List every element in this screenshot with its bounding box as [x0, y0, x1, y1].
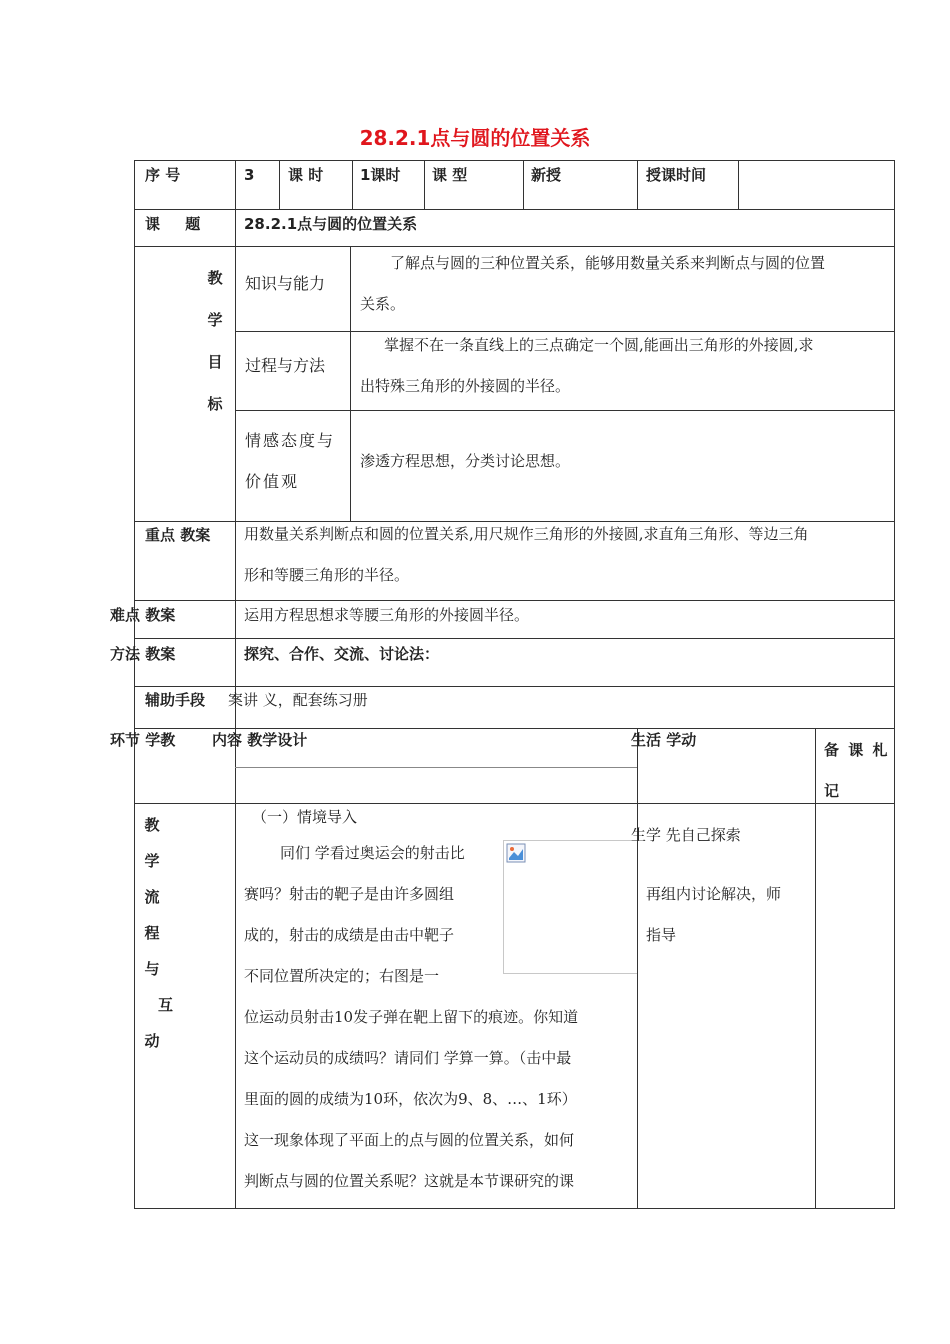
hours-value: 1课时 — [360, 166, 401, 184]
topic-value: 28.2.1点与圆的位置关系 — [244, 215, 418, 233]
knowledge-text: 了解点与圆的三种位置关系，能够用数量关系来判断点与圆的位置 关系。 — [360, 254, 826, 313]
difficulty-label: 难点 教案 — [110, 606, 176, 624]
stage-header: 环节 学教 — [110, 731, 176, 749]
seq-label: 序 号 — [145, 166, 181, 184]
flow-label: 教 学 流 程 与 互 动 — [144, 816, 174, 1050]
activity-text: 再组内讨论解决，师 指导 — [646, 885, 782, 944]
target-image-placeholder — [503, 840, 637, 974]
time-label: 授课时间 — [646, 166, 707, 184]
content-header: 内容 教学设计 — [212, 731, 308, 749]
section-title: （一）情境导入 — [252, 808, 358, 826]
intro-paragraph: 同们 学看过奥运会的射击比 赛吗？射击的靶子是由许多圆组 成的，射击的成绩是由击中靶子 不同位置所决定的；右图是一 位运动员射击10发子弹在靶上留下的痕迹。你知道 这个运动员的成绩吗？请同们 学算一算。（击中最 里面的圆的成绩为10环，依次为9、8、…、1环） 这一现象体现了平面上的点与圆的位置关系，如何 判断点与圆的位置关系呢？这就是本节课研究的课 — [244, 844, 579, 1190]
objectives-label: 教 学 目 标 — [207, 269, 223, 413]
aids-label: 辅助手段 — [145, 691, 206, 709]
notes-header: 备 课 札 记 — [824, 741, 890, 800]
key-points-label: 重点 教案 — [145, 526, 211, 544]
emotion-text: 渗透方程思想，分类讨论思想。 — [360, 452, 571, 470]
topic-label: 课 题 — [145, 215, 211, 233]
seq-value: 3 — [244, 166, 255, 184]
type-value: 新授 — [531, 166, 562, 184]
activity-header: 生活 学动 — [631, 731, 697, 749]
knowledge-label: 知识与能力 — [245, 274, 326, 293]
process-text: 掌握不在一条直线上的三点确定一个圆,能画出三角形的外接圆,求 出特殊三角形的外接圆的半径。 — [360, 336, 814, 395]
activity-line-1: 生学 先自己探索 — [631, 826, 741, 844]
hours-label: 课 时 — [288, 166, 324, 184]
type-label: 课 型 — [432, 166, 468, 184]
page-title: 28.2.1点与圆的位置关系 — [359, 126, 591, 150]
key-points-text: 用数量关系判断点和圆的位置关系,用尺规作三角形的外接圆,求直角三角形、等边三角 形和等腰三角形的半径。 — [244, 525, 809, 584]
difficulty-text: 运用方程思想求等腰三角形的外接圆半径。 — [244, 606, 530, 624]
process-label: 过程与方法 — [245, 356, 326, 375]
broken-image-icon — [506, 843, 526, 863]
method-text: 探究、合作、交流、讨论法： — [244, 645, 440, 663]
emotion-label: 情感态度与 价值观 — [245, 431, 336, 491]
aids-text: 案讲 义，配套练习册 — [228, 691, 368, 709]
method-label: 方法 教案 — [110, 645, 176, 663]
